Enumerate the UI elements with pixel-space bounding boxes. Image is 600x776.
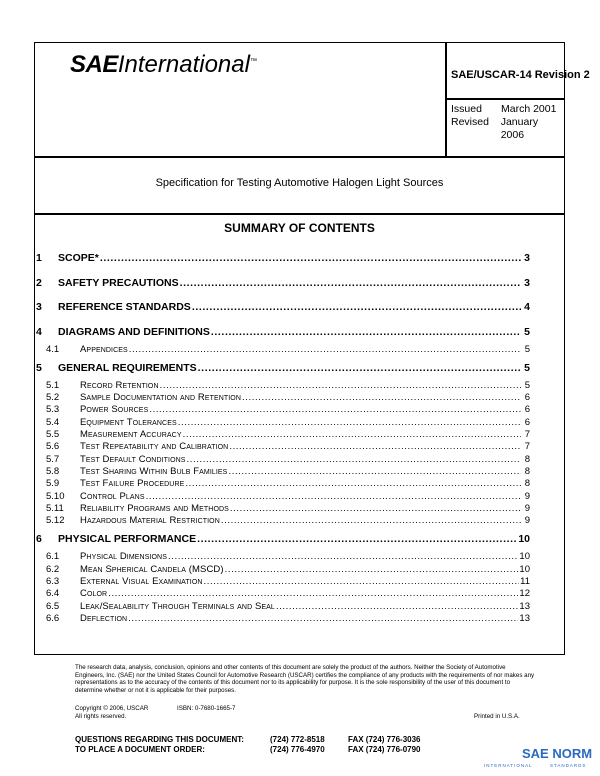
toc-title: Reliability Programs and Methods: [80, 502, 229, 514]
toc-number: 5.6: [46, 441, 60, 453]
toc-number: 3: [36, 301, 42, 313]
toc-leader-dots: [228, 466, 521, 477]
toc-entry: [34, 601, 530, 612]
toc-title: Mean Spherical Candela (MSCD): [80, 563, 224, 575]
issued-row: [451, 103, 564, 116]
toc-number: 1: [36, 252, 42, 264]
toc-title: Sample Documentation and Retention: [80, 392, 242, 404]
toc-page-number: 9: [524, 515, 530, 527]
toc-number: 5.2: [46, 392, 60, 404]
questions-phone: (724) 772-8518: [270, 735, 325, 744]
revised-date: January 2006: [500, 116, 539, 141]
toc-number: 5: [36, 361, 42, 374]
toc-number: 4.1: [46, 343, 60, 355]
toc-entry: [34, 326, 530, 338]
toc-page-number: 13: [519, 612, 530, 624]
toc-leader-dots: [211, 326, 521, 338]
logo-trademark: ™: [249, 58, 257, 65]
toc-number: 6.2: [46, 563, 60, 575]
toc-entry: [34, 344, 530, 355]
toc-entry: [34, 301, 530, 313]
toc-entry: [34, 404, 530, 415]
sae-norm-watermark: [484, 742, 594, 772]
issue-dates: [451, 103, 564, 142]
toc-entry: [34, 564, 530, 575]
toc-entry: [34, 466, 530, 477]
toc-leader-dots: [185, 478, 521, 489]
revised-row: [451, 116, 564, 142]
toc-number: 5.8: [46, 465, 60, 477]
toc-title: GENERAL REQUIREMENTS: [58, 361, 197, 374]
toc-number: 5.3: [46, 404, 60, 416]
disclaimer-text: The research data, analysis, conclusion, opinions and other contents of this document are solely the product of the authors. Neither the Society of Automotive Engineers, Inc. (SAE) nor the United States Council for Automotive Research (USCAR) certifies the compliance of any products with the requirements of nor makes any representations as to the accuracy of the contents of this document nor to its applicability for purpose. It is the sole responsibility of the user of this document to determine whether or not it is applicable for their purposes.: [75, 664, 535, 694]
toc-leader-dots: [230, 503, 521, 514]
toc-leader-dots: [183, 429, 521, 440]
toc-entry: [34, 252, 530, 264]
toc-entry: [34, 392, 530, 403]
toc-title: Control Plans: [80, 490, 145, 502]
toc-entry: [34, 515, 530, 526]
toc-number: 4: [36, 325, 42, 338]
toc-leader-dots: [129, 344, 521, 355]
toc-page-number: 8: [524, 465, 530, 477]
toc-leader-dots: [108, 588, 518, 599]
toc-page-number: 9: [524, 502, 530, 514]
toc-entry: [34, 380, 530, 391]
header-divider-vertical: [445, 43, 447, 156]
questions-row: [75, 735, 421, 745]
toc-leader-dots: [149, 404, 521, 415]
header-divider-docnum: [445, 98, 565, 100]
toc-title: Measurement Accuracy: [80, 429, 182, 440]
toc-entry: [34, 576, 530, 587]
toc-leader-dots: [128, 613, 518, 624]
order-row: [75, 745, 421, 755]
toc-page-number: 9: [524, 490, 530, 502]
toc-number: 5.11: [46, 502, 64, 514]
toc-page-number: 5: [524, 325, 530, 338]
toc-page-number: 7: [524, 429, 530, 440]
toc-page-number: 5: [524, 343, 530, 355]
toc-page-number: 7: [524, 441, 530, 453]
logo-international: International: [117, 51, 250, 78]
toc-page-number: 10: [519, 563, 530, 575]
toc-leader-dots: [197, 533, 517, 545]
toc-entry: [34, 429, 530, 440]
toc-page-number: 11: [520, 576, 530, 587]
toc-leader-dots: [204, 576, 520, 587]
order-fax: FAX (724) 776-0790: [348, 745, 421, 754]
toc-leader-dots: [221, 515, 521, 526]
toc-number: 6.1: [46, 551, 60, 563]
toc-entry: [34, 491, 530, 502]
revised-label: Revised: [451, 116, 489, 128]
questions-label: QUESTIONS REGARDING THIS DOCUMENT:: [75, 735, 244, 744]
questions-fax: FAX (724) 776-3036: [348, 735, 421, 744]
watermark-norm: SAE NORM: [522, 746, 593, 761]
copyright-block: [75, 705, 236, 720]
logo-sae: SAE: [70, 51, 118, 78]
toc-number: 5.7: [46, 453, 60, 465]
toc-page-number: 8: [524, 453, 530, 465]
issued-date: March 2001: [501, 103, 557, 115]
toc-title: Power Sources: [80, 404, 149, 416]
toc-number: 6.4: [46, 588, 60, 600]
toc-entry: [34, 503, 530, 514]
rights-line: All rights reserved.: [75, 712, 127, 720]
toc-entry: [34, 533, 530, 545]
toc-number: 5.1: [46, 379, 60, 391]
toc-leader-dots: [187, 454, 521, 465]
toc-page-number: 8: [524, 478, 530, 490]
specification-title: Specification for Testing Automotive Halogen Light Sources: [155, 177, 444, 189]
toc-entry: [34, 613, 530, 624]
toc-leader-dots: [242, 392, 521, 403]
toc-page-number: 5: [524, 379, 530, 391]
toc-leader-dots: [146, 491, 521, 502]
toc-title: SCOPE*: [58, 252, 99, 264]
toc-title: External Visual Examination: [80, 576, 203, 587]
toc-title: Leak/Sealability Through Terminals and Seal: [80, 600, 275, 612]
summary-heading: SUMMARY OF CONTENTS: [224, 221, 375, 235]
toc-page-number: 10: [518, 533, 530, 546]
toc-page-number: 10: [519, 551, 530, 563]
title-divider: [35, 213, 564, 215]
toc-entry: [34, 588, 530, 599]
toc-page-number: 6: [524, 392, 530, 404]
toc-leader-dots: [198, 362, 521, 374]
toc-number: 5.5: [46, 429, 60, 440]
toc-title: Test Default Conditions: [80, 453, 186, 465]
toc-entry: [34, 551, 530, 562]
toc-leader-dots: [178, 417, 521, 428]
toc-title: PHYSICAL PERFORMANCE: [58, 533, 197, 546]
toc-title: Test Repeatability and Calibration: [80, 441, 229, 453]
toc-number: 6.3: [46, 576, 60, 587]
toc-leader-dots: [276, 601, 518, 612]
toc-number: 2: [36, 276, 42, 289]
toc-title: REFERENCE STANDARDS: [58, 301, 191, 313]
toc-number: 6.6: [46, 612, 60, 624]
toc-title: Color: [80, 588, 108, 600]
toc-title: Physical Dimensions: [80, 551, 167, 563]
isbn: ISBN: 0-7680-1665-7: [177, 705, 236, 712]
copyright-line: Copyright © 2006, USCAR: [75, 705, 149, 712]
toc-title: Hazardous Material Restriction: [80, 515, 220, 527]
toc-number: 5.10: [46, 490, 65, 502]
toc-leader-dots: [180, 277, 521, 289]
toc-number: 5.12: [46, 515, 65, 527]
toc-leader-dots: [100, 252, 521, 264]
toc-number: 6.5: [46, 600, 60, 612]
header-divider-bottom: [35, 156, 564, 158]
toc-entry: [34, 478, 530, 489]
toc-page-number: 4: [524, 301, 530, 313]
issued-label: Issued: [451, 103, 482, 115]
toc-leader-dots: [225, 564, 519, 575]
toc-number: 6: [36, 533, 42, 546]
toc-leader-dots: [229, 441, 521, 452]
toc-page-number: 13: [519, 600, 530, 612]
toc-title: Appendices: [80, 343, 128, 355]
watermark-standards: STANDARDS: [550, 763, 587, 768]
printed-in: Printed in U.S.A.: [474, 713, 520, 720]
toc-leader-dots: [168, 551, 518, 562]
contact-block: [75, 735, 421, 755]
toc-page-number: 6: [524, 404, 530, 416]
order-label: TO PLACE A DOCUMENT ORDER:: [75, 745, 205, 754]
toc-page-number: 3: [524, 252, 530, 264]
toc-title: DIAGRAMS AND DEFINITIONS: [58, 325, 210, 338]
toc-leader-dots: [160, 380, 521, 391]
toc-number: 5.4: [46, 416, 60, 428]
toc-page-number: 3: [524, 276, 530, 289]
toc-page-number: 5: [524, 361, 530, 374]
toc-title: Deflection: [80, 612, 128, 624]
document-number: SAE/USCAR-14 Revision 2: [451, 69, 590, 81]
watermark-international: INTERNATIONAL: [484, 763, 533, 768]
toc-title: Test Failure Procedure: [80, 478, 185, 490]
toc-entry: [34, 277, 530, 289]
toc-entry: [34, 417, 530, 428]
sae-international-logo: [70, 51, 257, 79]
toc-title: SAFETY PRECAUTIONS: [58, 276, 179, 289]
toc-title: Record Retention: [80, 379, 159, 391]
order-phone: (724) 776-4970: [270, 745, 325, 754]
toc-leader-dots: [192, 301, 521, 313]
toc-page-number: 12: [519, 588, 530, 600]
toc-title: Test Sharing Within Bulb Families: [80, 465, 228, 477]
toc-title: Equipment Tolerances: [80, 416, 177, 428]
toc-entry: [34, 362, 530, 374]
toc-entry: [34, 454, 530, 465]
toc-page-number: 6: [524, 416, 530, 428]
toc-entry: [34, 441, 530, 452]
toc-number: 5.9: [46, 478, 60, 490]
